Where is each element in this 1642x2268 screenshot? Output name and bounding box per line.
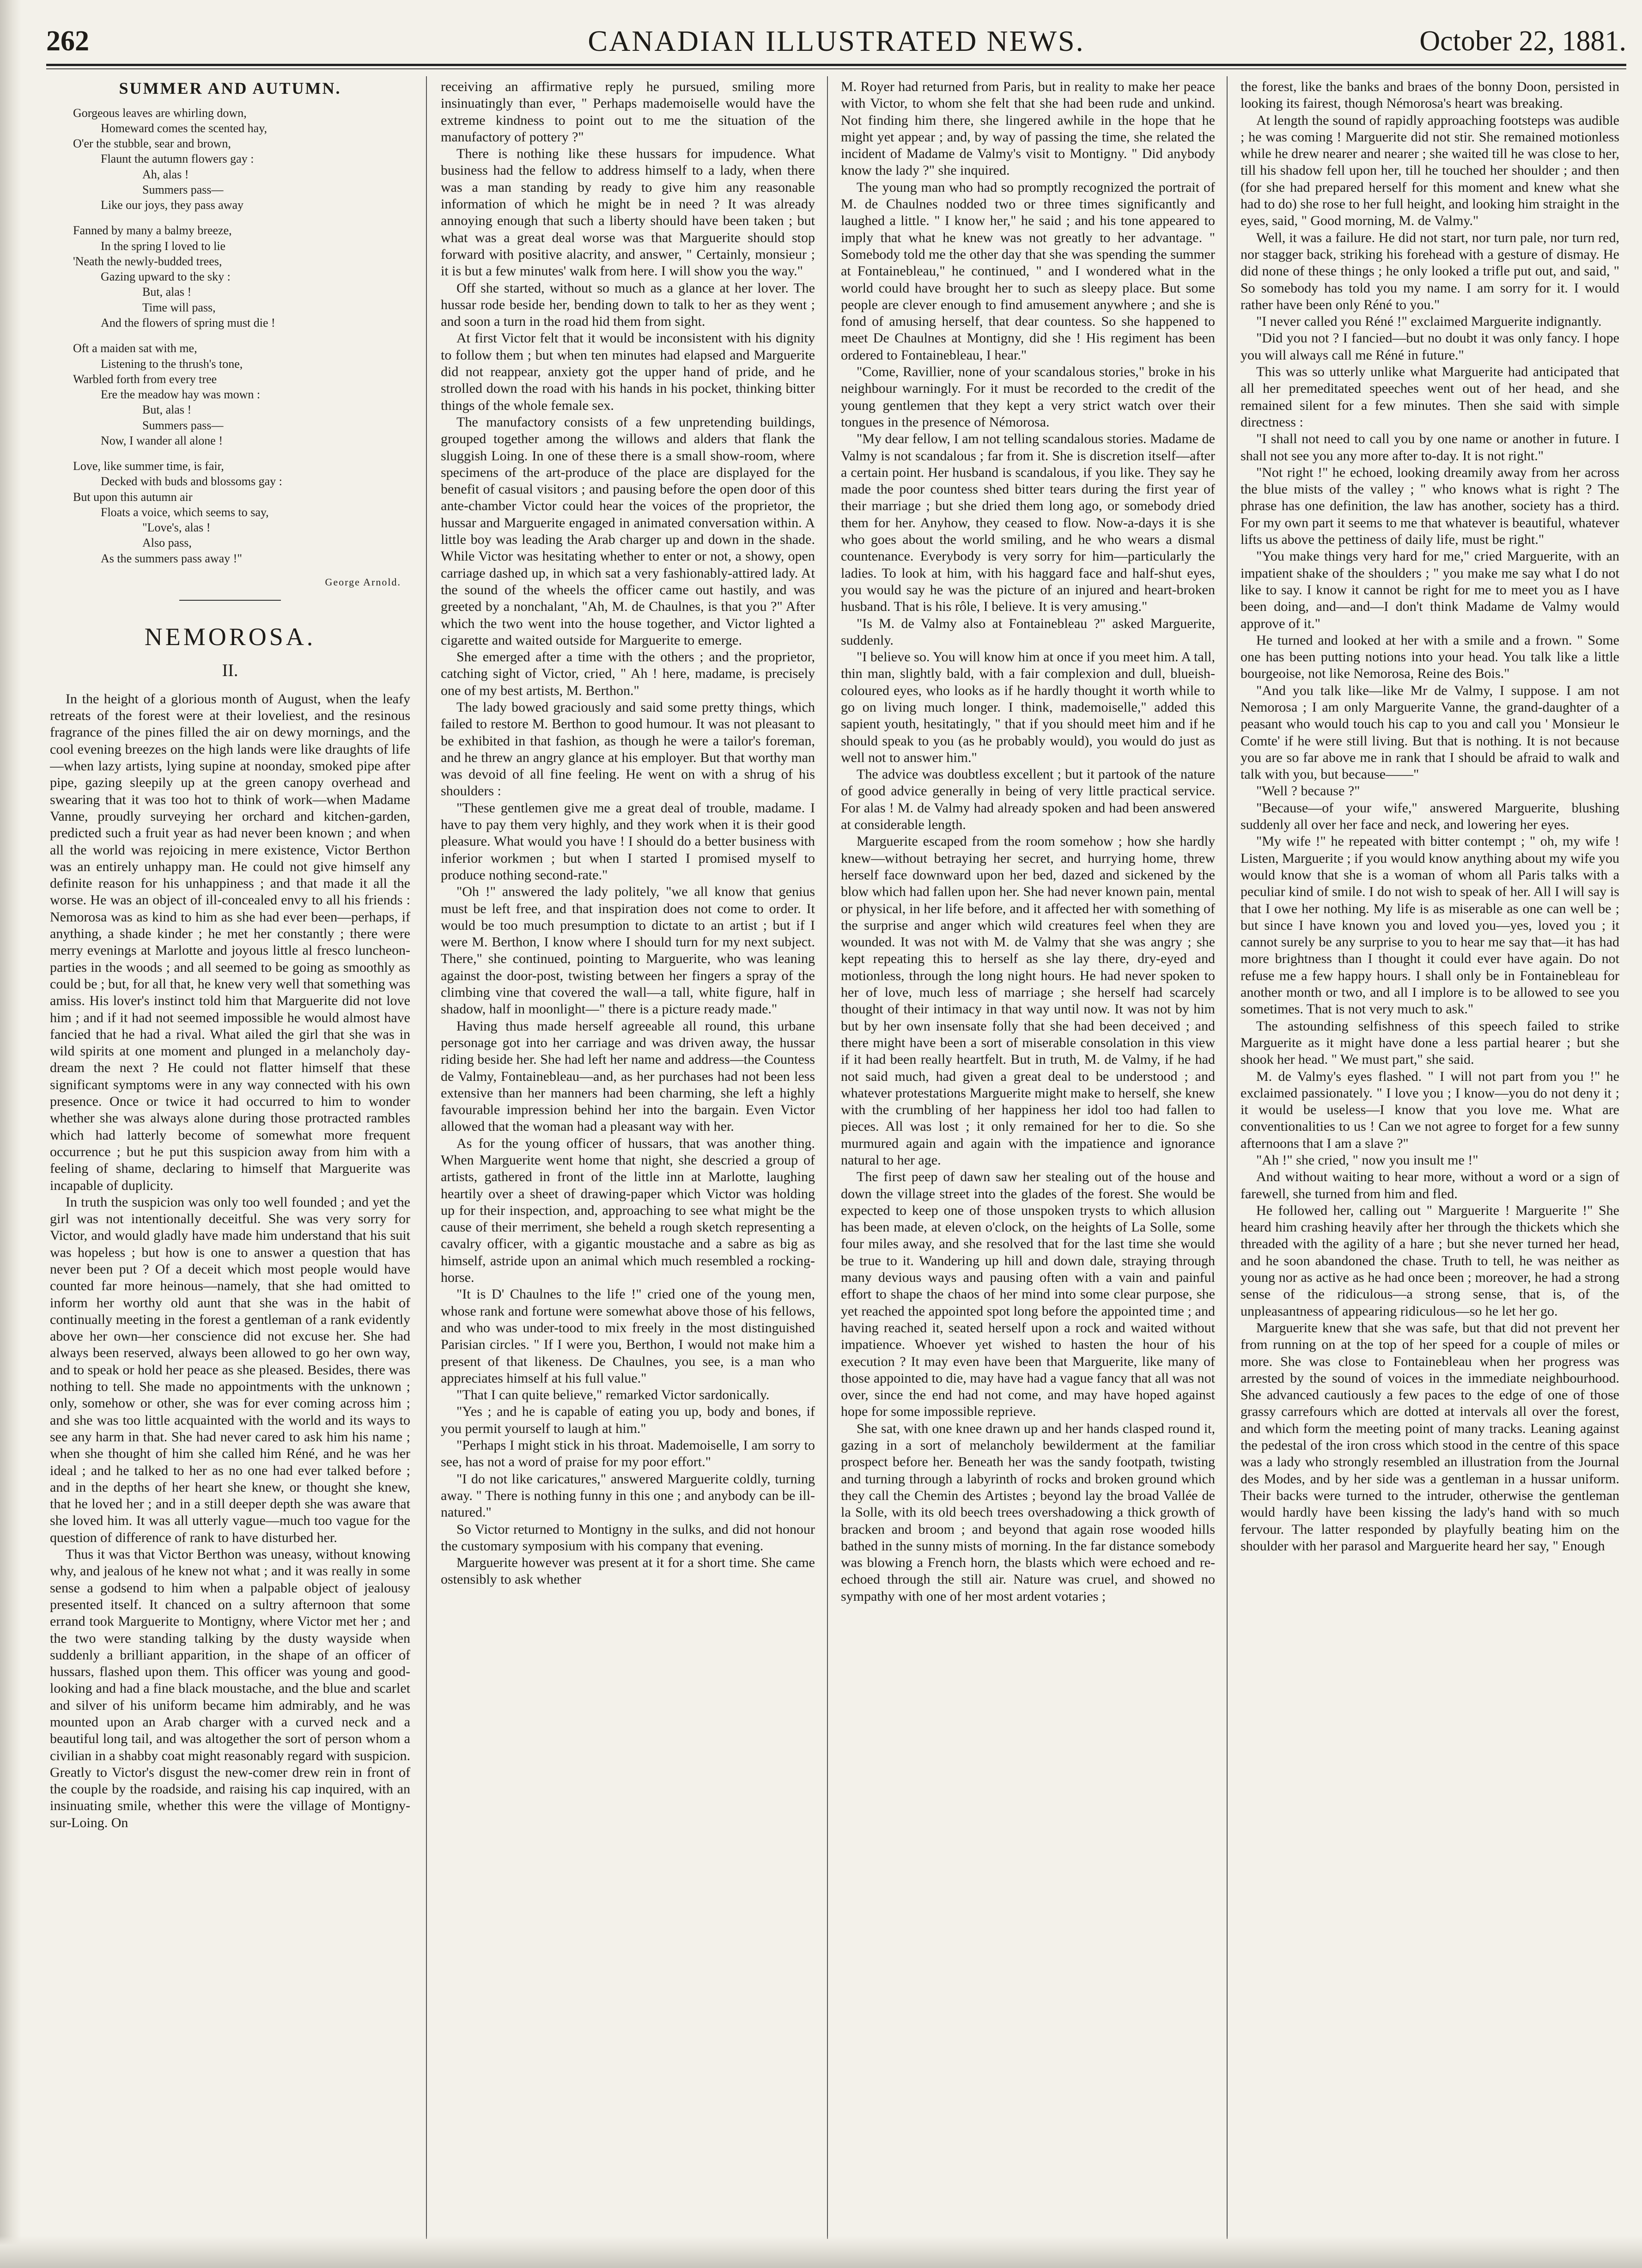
poem-line: Warbled forth from every tree — [73, 372, 217, 386]
poem-stanza — [73, 223, 410, 330]
paragraph: The young man who had so promptly recognized the portrait of M. de Chaulnes nodded two or three times significantly and laughed a little. " I know her," he said ; and his tone appeared to imply that what he knew was not greatly to her advantage. " Somebody told me the other day that she was spending the summer at Fontainebleau," he continued, " and I wondered what in the world could have brought her to such as sleepy place. But some people are clever enough to find amusement anywhere ; and she is fond of amusing herself, that dear countess. So she happened to meet De Chaulnes at Montigny, did she ! His regiment has been ordered to Fontainebleau, I hear." — [841, 179, 1215, 363]
paragraph: the forest, like the banks and braes of the bonny Doon, persisted in looking its fairest, though Némorosa's heart was breaking. — [1241, 79, 1619, 111]
section-divider — [179, 600, 281, 601]
paragraph: At length the sound of rapidly approaching footsteps was audible ; he was coming ! Marguerite did not stir. She remained motionless while he drew nearer and nearer ; she waited till he was close to her, till his shadow fell upon her, till he touched her shoulder ; and then (for she had prepared herself for this moment and knew what she had to do) she rose to her full height, and looking him straight in the eyes, said, " Good morning, M. de Valmy." — [1241, 112, 1619, 229]
paragraph: "Not right !" he echoed, looking dreamily away from her across the blue mists of the valley ; " who knows what is right ? The phrase has one definition, the law has another, society has a third. For my own part it seems to me that whatever is beautiful, whatever lifts us above the pettiness of daily life, must be right." — [1241, 464, 1619, 548]
poem-stanza — [73, 458, 410, 566]
paragraph: As for the young officer of hussars, that was another thing. When Marguerite went home that night, she descried a group of artists, gathered in front of the little inn at Marlotte, laughing heartily over a sheet of drawing-paper which Victor was holding up for their inspection, and, approaching to see what might be the cause of their merriment, she beheld a rough sketch representing a cavalry officer, with a gigantic moustache and a sabre as big as himself, astride upon an animal which much resembled a rocking-horse. — [441, 1135, 815, 1286]
story-title: NEMOROSA. — [144, 622, 316, 651]
poem-line: But, alas ! — [142, 285, 192, 299]
poem-line: In the spring I loved to lie — [101, 239, 226, 253]
paragraph: "My wife !" he repeated with bitter contempt ; " oh, my wife ! Listen, Marguerite ; if you would know anything about my wife you would know that she is a woman of whom all Paris talks with a peculiar kind of smile. I do not wish to speak of her. All I will say is that I owe her nothing. My life is as miserable as one can well be ; but since I have known you and loved you—yes, loved you ; it cannot surely be any surprise to you to hear me say that—it has had more brightness than I thought it could ever have again. Do not refuse me a few happy hours. I shall only be in Fontainebleau for another month or two, and all I implore is to be allowed to see you sometimes. That is not very much to ask." — [1241, 834, 1619, 1017]
paragraph: "Perhaps I might stick in his throat. Mademoiselle, I am sorry to see, has not a word of praise for my poor effort." — [441, 1438, 815, 1470]
paragraph: "Oh !" answered the lady politely, "we all know that genius must be left free, and that inspiration does not come to order. It would be too much presumption to dictate to an artist ; but if I were M. Berthon, I know where I should turn for my next subject. There," she continued, pointing to Marguerite, who was leaning against the door-post, twisting between her fingers a spray of the climbing vine that covered the wall—a tall, white figure, half in shadow, half in moonlight—" there is a picture ready made." — [441, 884, 815, 1017]
paragraph: "These gentlemen give me a great deal of trouble, madame. I have to pay them very highly, and they work when it is their good pleasure. What would you have ! I should do a better business with inferior workmen ; but when I started I promised myself to produce nothing second-rate." — [441, 800, 815, 883]
poem-title: SUMMER AND AUTUMN. — [119, 79, 341, 98]
poem-line: And the flowers of spring must die ! — [101, 316, 275, 329]
paragraph: The first peep of dawn saw her stealing out of the house and down the village street into the glades of the forest. She would be expected to keep one of those unspoken trysts to which allusion has been made, at eleven o'clock, on the heights of La Solle, some four miles away, and she resolved that for the last time she would be true to it. Wandering up hill and down dale, straying through many devious ways and pausing often with a vain and painful effort to shape the chaos of her mind into some clear purpose, she yet reached the appointed spot long before the appointed time ; and having reached it, seated herself upon a rock and waited without impatience. Whoever yet wished to hasten the hour of his execution ? It may even have been that Marguerite, like many of those appointed to die, may have had a vague fancy that all was not over, since the end had not come, and may have hoped against hope for some impossible reprieve. — [841, 1169, 1215, 1420]
poem-body — [73, 105, 410, 566]
poem-line: Flaunt the autumn flowers gay : — [101, 152, 254, 166]
paragraph: There is nothing like these hussars for impudence. What business had the fellow to address himself to a lady, when there was a man standing by ready to give him any reasonable information of which he might be in need ? It was already annoying enough that such a liberty should have been taken ; but what was a great deal worse was that Marguerite should stop forward with positive alacrity, and answer, " Certainly, monsieur ; it is but a few minutes' walk from here. I will show you the way." — [441, 146, 815, 279]
paragraph: "Is M. de Valmy also at Fontainebleau ?" asked Marguerite, suddenly. — [841, 616, 1215, 648]
poem-line: Oft a maiden sat with me, — [73, 341, 197, 355]
paragraph: "I believe so. You will know him at once if you meet him. A tall, thin man, slightly bald, with a fair complexion and dull, blueish-coloured eyes, who looks as if he hardly thought it worth while to go on living much longer. I think, mademoiselle," added this sapient youth, hesitatingly, " that if you should meet him and if he should speak to you (as he probably would), you would do just as well not to answer him." — [841, 649, 1215, 765]
poem-line: But, alas ! — [142, 403, 192, 417]
column-text — [441, 79, 815, 1588]
paragraph: Marguerite escaped from the room somehow ; how she hardly knew—without betraying her secret, and hurrying home, threw herself face downward upon her bed, dazed and sickened by the blow which had fallen upon her. She had never known pain, mental or physical, in her life before, and it affected her with something of the surprise and anger which wild creatures feel when they are wounded. It was not with M. de Valmy that she was angry ; she kept repeating this to herself as she lay there, dry-eyed and motionless, through the long night hours. He had never spoken to her of love, much less of marriage ; she herself had scarcely thought of their intimacy in that way until now. It was not by him but by her own insensate folly that she had been deceived ; and there might have been a sort of miserable consolation in this view if it had been really heartfelt. But in truth, M. de Valmy, if he had not said much, had given a great deal to be understood ; and whatever protestations Marguerite might make to herself, she knew with the crumbling of her happiness her idol too had fallen to pieces. All was lost ; it only remained for her to die. So she murmured again and again with the impatience and ignorance natural to her age. — [841, 834, 1215, 1168]
poem-line: Decked with buds and blossoms gay : — [101, 475, 282, 488]
column-3 — [841, 79, 1215, 2232]
poem-line: Also pass, — [142, 536, 192, 550]
column-1 — [50, 79, 410, 2232]
paragraph: M. de Valmy's eyes flashed. " I will not part from you !" he exclaimed passionately. " I love you ; I know—you do not deny it ; it would be useless—I know that you love me. What are conventionalities to us ! Can we not agree to forget for a few sunny afternoons that I am a slave ?" — [1241, 1068, 1619, 1151]
masthead-title: CANADIAN ILLUSTRATED NEWS. — [588, 24, 1085, 57]
paragraph: "That I can quite believe," remarked Victor sardonically. — [456, 1387, 770, 1403]
paragraph: Off she started, without so much as a glance at her lover. The hussar rode beside her, bending down to talk to her as they went ; and soon a turn in the road hid them from sight. — [441, 280, 815, 329]
paragraph: "And you talk like—like Mr de Valmy, I suppose. I am not Nemorosa ; I am only Marguerite Vanne, the grand-daughter of a peasant who would touch his cap to you and call you ' Monsieur le Comte' if he were still living. But that is nothing. It is not because you are so far above me in rank that I should be afraid to walk and talk with you, but because——" — [1241, 683, 1619, 782]
paragraph: "My dear fellow, I am not telling scandalous stories. Madame de Valmy is not scandalous ; far from it. She is discretion itself—after a certain point. Her husband is scandalous, if you like. They say he made the poor countess shed bitter tears during the first year of their marriage ; but she dried them long ago, or somebody dried them for her. Anyhow, they ceased to flow. Now-a-days it is she who goes about the world smiling, and he who wears a dismal countenance. Everybody is very sorry for him—particularly the ladies. To look at him, with his haggard face and half-shut eyes, you would say he was the picture of an injured and heart-broken husband. That is his rôle, I believe. It is very amusing." — [841, 431, 1215, 615]
paragraph: The manufactory consists of a few unpretending buildings, grouped together among the willows and alders that flank the sluggish Loing. In one of these there is a small show-room, where specimens of the art-produce of the place are displayed for the benefit of casual visitors ; and pausing before the open door of this ante-chamber Victor could hear the voices of the proprietor, the hussar and Marguerite engaged in animated conversation within. A little boy was leading the Arab charger up and down in the shade. While Victor was hesitating whether to enter or not, a showy, open carriage dashed up, in which sat a very fashionably-attired lady. At the sound of the wheels the officer came out hastily, and was greeted by a nonchalant, "Ah, M. de Chaulnes, is that you ?" After which the two went into the house together, and Victor lighted a cigarette and waited outside for Marguerite to emerge. — [441, 414, 815, 648]
poem-line: Listening to the thrush's tone, — [101, 357, 243, 371]
poem-line: Love, like summer time, is fair, — [73, 459, 224, 473]
poem-line: Now, I wander all alone ! — [101, 433, 223, 447]
paragraph: She emerged after a time with the others ; and the proprietor, catching sight of Victor, cried, " Ah ! here, madame, is precisely one of my best artists, M. Berthon." — [441, 649, 815, 698]
poem-line: Ere the meadow hay was mown : — [101, 388, 261, 402]
paragraph: In truth the suspicion was only too well founded ; and yet the girl was not intentionally deceitful. She was very sorry for Victor, and would gladly have made him understand that his suit was hopeless ; but how is one to answer a question that has never been put ? Of a deceit which most people would have counted far more heinous—namely, that she had omitted to inform her worthy old aunt that she was in the habit of continually meeting in the forest a gentleman of a rank evidently above her own—her conscience did not excuse her. She had always been reserved, always been allowed to go her own way, and to speak or hold her peace as she pleased. Besides, there was nothing to tell. She made no appointments with the unknown ; only, somehow or other, she was for ever coming across him ; and she was too little acquainted with the world and its ways to see any harm in that. She had never cared to ask him his name ; when she thought of him she called him Réné, and he was her ideal ; and he talked to her as no one had ever talked before ; and in the depths of her heart she knew, or thought she knew, that he loved her ; and in a still deeper depth she was aware that she loved him. It was all utterly vague—much too vague for the question of difference of rank to have disturbed her. — [50, 1194, 410, 1545]
poem-line: But upon this autumn air — [73, 490, 193, 504]
poem-line: O'er the stubble, sear and brown, — [73, 137, 231, 151]
paragraph: "I never called you Réné !" exclaimed Marguerite indignantly. — [1256, 314, 1602, 329]
column-2 — [441, 79, 815, 2232]
poem-author: George Arnold. — [325, 576, 401, 588]
paragraph: "Because—of your wife," answered Marguerite, blushing suddenly all over her face and neck, and lowering her eyes. — [1241, 800, 1619, 833]
column-4 — [1241, 79, 1619, 2232]
paragraph: "Ah !" she cried, " now you insult me !" — [1256, 1152, 1478, 1168]
paragraph: At first Victor felt that it would be inconsistent with his dignity to follow them ; but when ten minutes had elapsed and Marguerite did not reappear, anxiety got the upper hand of pride, and he strolled down the road with his hands in his pocket, thinking bitter things of the whole female sex. — [441, 330, 815, 413]
poem-line: Summers pass— — [142, 183, 224, 196]
poem-stanza — [73, 341, 410, 448]
poem-line: Gazing upward to the sky : — [101, 270, 231, 284]
paragraph: The advice was doubtless excellent ; but it partook of the nature of good advice generally in being of very little practical service. For alas ! M. de Valmy had already spoken and had been answered at considerable length. — [841, 767, 1215, 833]
column-divider — [1227, 76, 1228, 2239]
page-binding-shadow — [0, 0, 21, 2268]
poem-line: "Love's, alas ! — [142, 521, 211, 535]
poem-line: Like our joys, they pass away — [101, 198, 244, 212]
paragraph: "It is D' Chaulnes to the life !" cried one of the young men, whose rank and fortune were somewhat above those of his fellows, and who was under-tood to mix freely in the most distinguished Parisian circles. " If I were you, Berthon, I would not make him a present of that likeness. De Chaulnes, you see, is a man who appreciates himself at his full value." — [441, 1286, 815, 1386]
issue-date: October 22, 1881. — [1419, 25, 1626, 57]
poem-line: Ah, alas ! — [142, 167, 189, 181]
paragraph: Marguerite however was present at it for a short time. She came ostensibly to ask whether — [441, 1555, 815, 1587]
poem-line: Gorgeous leaves are whirling down, — [73, 106, 247, 120]
poem-line: Time will pass, — [142, 300, 216, 314]
column-text — [50, 691, 410, 1831]
paragraph: He followed her, calling out " Marguerite ! Marguerite !" She heard him crashing heavily after her through the thickets which she threaded with the agility of a hare ; but she never turned her head, and he soon abandoned the chase. Truth to tell, he was neither as young nor as active as he had once been ; moreover, he had a strong sense of the ridiculous—a strong sense, that is, of the unpleasantness of appearing ridiculous—so he let her go. — [1241, 1202, 1619, 1319]
column-divider — [827, 76, 828, 2239]
paragraph: "Did you not ? I fancied—but no doubt it was only fancy. I hope you will always call me Réné in future." — [1241, 330, 1619, 363]
paragraph: The lady bowed graciously and said some pretty things, which failed to restore M. Berthon to good humour. It was not pleasant to be exhibited in that fashion, as though he were a tailor's foreman, and he threw an angry glance at his employer. But that worthy man was devoid of all fine feeling. He went on with a shrug of his shoulders : — [441, 699, 815, 799]
paragraph: Marguerite knew that she was safe, but that did not prevent her from running on at the top of her speed for a couple of miles or more. She was close to Fontainebleau when her progress was arrested by the sound of voices in the immediate neighbourhood. She advanced cautiously a few paces to the edge of one of those grassy carrefours which are dotted at intervals all over the forest, and which form the meeting point of many tracks. Leaning against the pedestal of the iron cross which stood in the centre of this space was a lady who strongly resembled an illustration from the Journal des Modes, and by her side was a gentleman in a hussar uniform. Their backs were turned to the intruder, otherwise the gentleman would hardly have been kissing the lady's hand with so much fervour. The latter responded by playfully beating him on the shoulder with her parasol and Marguerite heard her say, " Enough — [1241, 1320, 1619, 1554]
page-header — [46, 22, 1626, 66]
paragraph: "Come, Ravillier, none of your scandalous stories," broke in his neighbour warningly. For it must be recorded to the credit of the young gentlemen that they kept a very strict watch over their tongues in the presence of Némorosa. — [841, 364, 1215, 430]
paragraph: receiving an affirmative reply he pursued, smiling more insinuatingly than ever, " Perhaps mademoiselle would have the extreme kindness to point out to me the situation of the manufactory of pottery ?" — [441, 79, 815, 145]
paragraph: This was so utterly unlike what Marguerite had anticipated that all her premeditated speeches went out of her head, and she remained silent for a few minutes. Then she said with simple directness : — [1241, 364, 1619, 430]
paragraph: Well, it was a failure. He did not start, nor turn pale, nor turn red, nor stagger back, striking his forehead with a gesture of dismay. He did none of these things ; he only looked a trifle put out, and said, " So somebody has told you my name. I am sorry for it. I would rather have been only Réné to you." — [1241, 230, 1619, 312]
column-text — [1241, 79, 1619, 1555]
chapter-number: II. — [222, 660, 238, 680]
paragraph: "Yes ; and he is capable of eating you up, body and bones, if you permit yourself to laugh at him." — [441, 1404, 815, 1436]
paragraph: So Victor returned to Montigny in the sulks, and did not honour the customary symposium with his company that evening. — [441, 1521, 815, 1554]
paragraph: And without waiting to hear more, without a word or a sign of farewell, she turned from him and fled. — [1241, 1169, 1619, 1201]
column-text — [841, 79, 1215, 1605]
paragraph: The astounding selfishness of this speech failed to strike Marguerite as it might have done a less partial hearer ; but she shook her head. " We must part," she said. — [1241, 1018, 1619, 1067]
poem-line: Fanned by many a balmy breeze, — [73, 224, 232, 238]
paragraph: He turned and looked at her with a smile and a frown. " Some one has been putting notions into your head. You talk like a little bourgeoise, not like Nemorosa, Reine des Bois." — [1241, 632, 1619, 682]
poem-line: Floats a voice, which seems to say, — [101, 505, 269, 519]
poem-line: Summers pass— — [142, 418, 224, 432]
header-rule — [46, 68, 1626, 69]
poem-line: Homeward comes the scented hay, — [101, 121, 268, 135]
page-number: 262 — [46, 25, 89, 57]
paragraph: "I do not like caricatures," answered Marguerite coldly, turning away. " There is nothing funny in this one ; and anybody can be ill-natured." — [441, 1471, 815, 1520]
paragraph: She sat, with one knee drawn up and her hands clasped round it, gazing in a sort of melancholy bewilderment at the familiar prospect before her. Beneath her was the sandy footpath, twisting and turning through a labyrinth of rocks and broken ground which they call the Chemin des Artistes ; beyond lay the broad Vallée de la Solle, with its old beech trees overshadowing a thick growth of bracken and broom ; and beyond that again rose wooded hills bathed in the sunny mists of morning. In the far distance somebody was blowing a French horn, the blasts which were echoed and re-echoed through the still air. Nature was cruel, and showed no sympathy with one of her most ardent votaries ; — [841, 1421, 1215, 1604]
paragraph: "Well ? because ?" — [1256, 783, 1360, 799]
paragraph: M. Royer had returned from Paris, but in reality to make her peace with Victor, to whom she felt that she had been rude and unkind. Not finding him there, she lingered awhile in the hope that he might yet appear ; and, by way of passing the time, she related the incident of Madame de Valmy's visit to Montigny. " Did anybody know the lady ?" she inquired. — [841, 79, 1215, 178]
paragraph: Thus it was that Victor Berthon was uneasy, without knowing why, and jealous of he knew not what ; and it was really in some sense a godsend to him when a palpable object of jealousy presented itself. It chanced on a sultry afternoon that some errand took Marguerite to Montigny, where Victor met her ; and the two were standing talking by the dusty wayside when suddenly a brilliant apparition, in the shape of an officer of hussars, flashed upon them. This officer was young and good-looking and had a fine black moustache, and the blue and scarlet and silver of his uniform became him admirably, and he was mounted upon an Arab charger with a curved neck and a beautiful long tail, and was altogether the sort of person whom a civilian in a shabby coat might reasonably regard with suspicion. Greatly to Victor's disgust the new-comer drew rein in front of the couple by the roadside, and raising his cap inquired, with an insinuating smile, whether this were the village of Montigny-sur-Loing. On — [50, 1547, 410, 1830]
poem-line: As the summers pass away !" — [101, 551, 242, 565]
paragraph: In the height of a glorious month of August, when the leafy retreats of the forest were at their loveliest, and the resinous fragrance of the pines filled the air on dewy mornings, and the cool evening breezes on the high lands were like draughts of life—when lazy artists, lying supine at noonday, smoked pipe after pipe, gazing sleepily up at the green canopy overhead and swearing that it was too hot to think of work—when Madame Vanne, proudly surveying her orchard and kitchen-garden, predicted such a fruit year as had never been known ; and when all the world was rejoicing in mere existence, Victor Berthon was an entirely unhappy man. He could not give himself any definite reason for his unhappiness ; and that made it all the worse. He was an object of ill-concealed envy to all his friends : Nemorosa was as kind to him as she had ever been—perhaps, if anything, a shade kinder ; he met her constantly ; there were merry evenings at Marlotte and joyous little al fresco luncheon-parties in the woods ; and all seemed to be going as smoothly as could be ; but, for all that, he knew very well that something was amiss. His lover's instinct told him that Marguerite did not love him ; and if it had not seemed impossible he would almost have fancied that he had a rival. What ailed the girl that she was in wild spirits at one moment and plunged in a melancholy day-dream the next ? He could not flatter himself that these significant symptoms were in any way connected with his own presence. Once or twice it had occurred to him to wonder whether she was always alone during those protracted rambles which had latterly become of somewhat more frequent occurrence ; but he put this suspicion away from him with a feeling of shame, declaring to himself that Marguerite was incapable of duplicity. — [50, 691, 410, 1193]
page-bottom-edge — [0, 2236, 1642, 2268]
paragraph: "I shall not need to call you by one name or another in future. I shall not see you any more after to-day. It is not right." — [1241, 431, 1619, 463]
poem-line: 'Neath the newly-budded trees, — [73, 254, 222, 268]
column-divider — [426, 76, 427, 2239]
paragraph: Having thus made herself agreeable all round, this urbane personage got into her carriage and was driven away, the hussar riding beside her. She had left her name and address—the Countess de Valmy, Fontainebleau—and, as her purchases had not been less extensive than her manners had been charming, she left a highly favourable impression behind her into the bargain. Even Victor allowed that the woman had a pleasant way with her. — [441, 1018, 815, 1134]
poem-stanza — [73, 105, 410, 213]
paragraph: "You make things very hard for me," cried Marguerite, with an impatient shake of the shoulders ; " you make me say what I do not like to say. I know it cannot be right for me to meet you as I have been doing, and—and—I don't think Madame de Valmy would approve of it." — [1241, 549, 1619, 631]
